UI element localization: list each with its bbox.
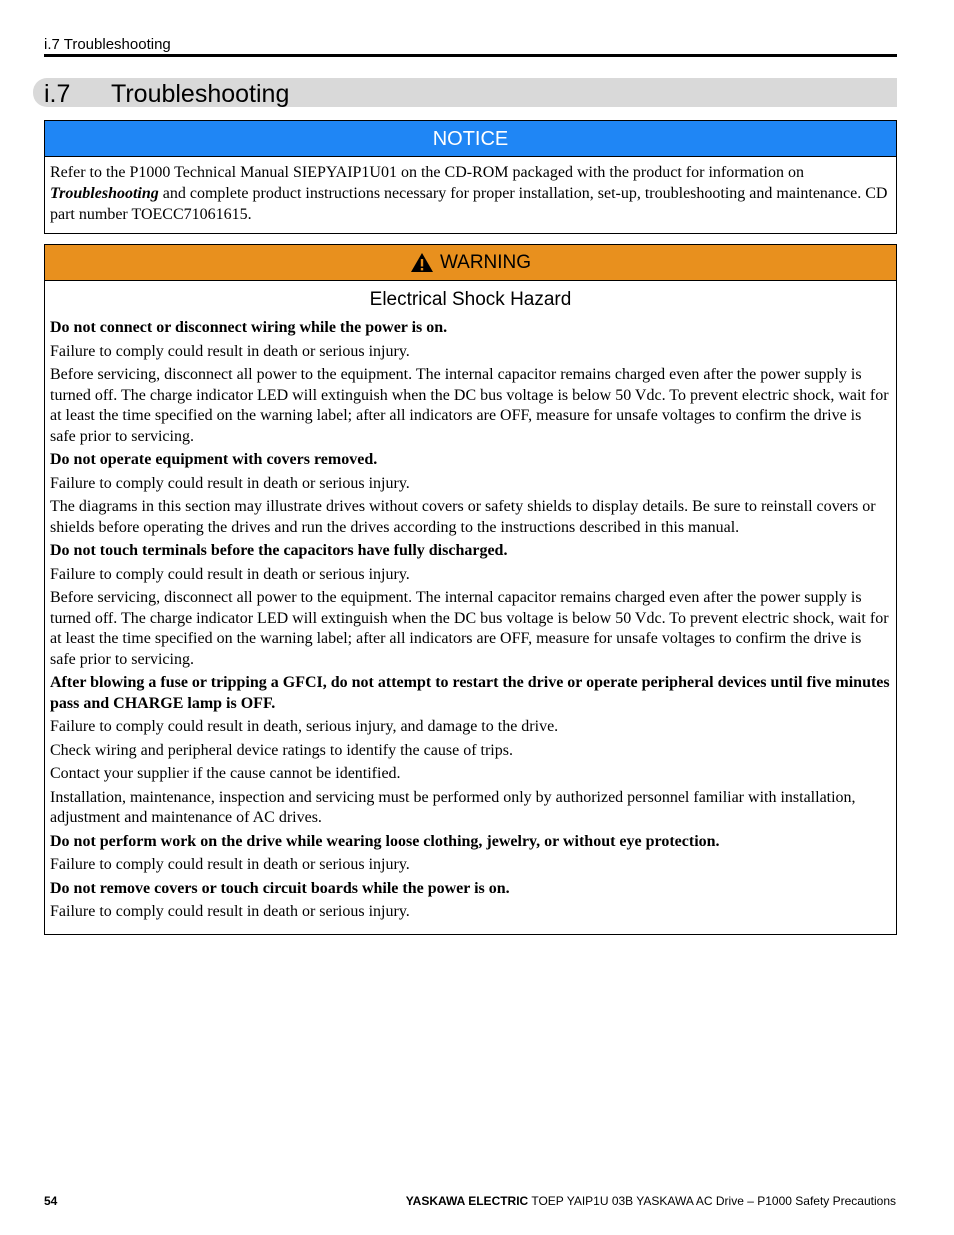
warning-paragraph: Failure to comply could result in death or serious injury. xyxy=(50,565,410,583)
warning-paragraph: Before servicing, disconnect all power to the equipment. The internal capacitor remains charged even after the power supply is turned off. The charge indicator LED will extinguish when the DC bus voltage is below 50 Vdc. To prevent electric shock, wait for at least the time specified on the warning label; after all indicators are OFF, measure for unsafe voltages to confirm the drive is safe prior to servicing. xyxy=(50,366,889,445)
header-rule xyxy=(44,54,897,57)
warning-instruction: Do not operate equipment with covers removed. xyxy=(50,451,378,468)
warning-box xyxy=(44,244,897,935)
warning-instruction: Do not connect or disconnect wiring while the power is on. xyxy=(50,319,448,336)
warning-paragraph: Contact your supplier if the cause cannot be identified. xyxy=(50,765,401,782)
warning-paragraph: The diagrams in this section may illustrate drives without covers or safety shields to display details. Be sure to reinstall covers or shields before operating the drives and run the drives according to the instructions described in this manual. xyxy=(50,498,876,536)
warning-body xyxy=(45,281,896,934)
footer-brand: YASKAWA ELECTRIC xyxy=(405,1194,529,1208)
warning-paragraph: Failure to comply could result in death or serious injury. xyxy=(50,856,410,873)
warning-instruction: Do not perform work on the drive while wearing loose clothing, jewelry, or without eye protection. xyxy=(50,832,720,850)
notice-box xyxy=(44,120,897,234)
warning-instruction: Do not touch terminals before the capacitors have fully discharged. xyxy=(50,542,508,559)
notice-text-italic: Troubleshooting xyxy=(50,185,159,202)
hazard-title: Electrical Shock Hazard xyxy=(369,289,572,310)
warning-paragraph-list xyxy=(50,318,891,923)
warning-instruction: Do not remove covers or touch circuit boards while the power is on. xyxy=(50,879,510,897)
warning-paragraph: Failure to comply could result in death or serious injury. xyxy=(50,474,410,492)
footer-document-title xyxy=(406,1194,896,1208)
warning-header xyxy=(45,245,896,281)
notice-text-after: and complete product instructions necessary for proper installation, set-up, troubleshooting and maintenance. CD part number TOECC71061615. xyxy=(50,185,888,223)
footer-doc-title: TOEP YAIP1U 03B YASKAWA AC Drive – P1000 Safety Precautions xyxy=(528,1194,896,1208)
warning-label: WARNING xyxy=(439,251,532,273)
warning-triangle-icon xyxy=(410,252,434,273)
notice-text-before: Refer to the P1000 Technical Manual SIEPYAIP1U01 on the CD-ROM packaged with the product for information on xyxy=(50,164,804,181)
section-title: Troubleshooting xyxy=(111,80,290,108)
warning-paragraph: Failure to comply could result in death or serious injury. xyxy=(50,342,410,360)
footer-page-number: 54 xyxy=(44,1194,58,1208)
warning-paragraph: Failure to comply could result in death, serious injury, and damage to the drive. xyxy=(50,718,559,735)
warning-paragraph: Failure to comply could result in death or serious injury. xyxy=(50,903,410,920)
notice-label: NOTICE xyxy=(45,121,896,157)
notice-text xyxy=(45,157,896,233)
warning-paragraph: Installation, maintenance, inspection and servicing must be performed only by authorized personnel familiar with installation, adjustment and maintenance of AC drives. xyxy=(50,788,856,826)
warning-paragraph: Check wiring and peripheral device ratings to identify the cause of trips. xyxy=(50,741,513,759)
running-header-title: i.7 Troubleshooting xyxy=(44,36,171,53)
section-number: i.7 xyxy=(44,80,71,108)
warning-paragraph: Before servicing, disconnect all power to the equipment. The internal capacitor remains charged even after the power supply is turned off. The charge indicator LED will extinguish when the DC bus voltage is below 50 Vdc. To prevent electric shock, wait for at least the time specified on the warning label; after all indicators are OFF, measure for unsafe voltages to confirm the drive is safe prior to servicing. xyxy=(50,589,889,668)
warning-instruction: After blowing a fuse or tripping a GFCI, do not attempt to restart the drive or operate peripheral devices until five minutes pass and CHARGE lamp is OFF. xyxy=(50,674,890,712)
